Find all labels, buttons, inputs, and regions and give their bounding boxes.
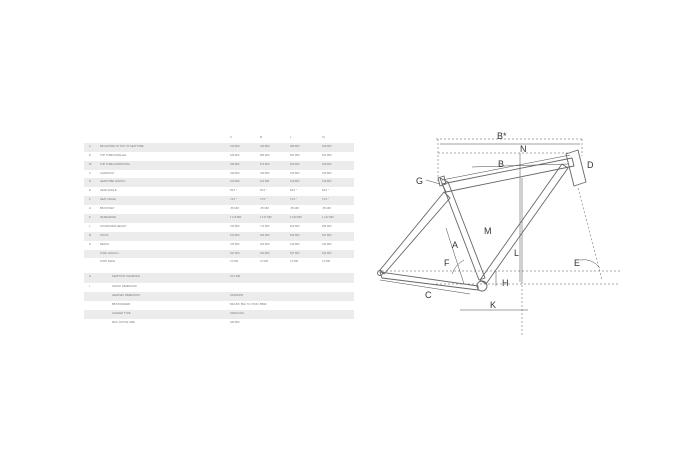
row-label: FORK RAKE bbox=[100, 260, 115, 264]
row-value: 582 MM bbox=[260, 153, 270, 157]
row-value: 412 MM bbox=[290, 242, 300, 246]
spec-label: MAX. ROTOR SIZE bbox=[112, 321, 135, 325]
label-b: B bbox=[498, 159, 505, 169]
row-code: E bbox=[89, 189, 91, 193]
table-row bbox=[84, 143, 354, 152]
row-value: 1 163 MM bbox=[290, 216, 302, 220]
table-header-row bbox=[84, 134, 354, 143]
row-value: 47 MM bbox=[230, 260, 238, 264]
spec-code: G bbox=[89, 275, 92, 279]
row-code: D bbox=[89, 180, 91, 184]
row-value: 47 MM bbox=[290, 260, 298, 264]
label-g: G bbox=[416, 176, 424, 186]
frame-geometry-diagram bbox=[360, 120, 620, 350]
table-row bbox=[84, 223, 354, 232]
size-header: XL bbox=[322, 136, 326, 139]
row-value: 520 MM bbox=[322, 144, 332, 148]
row-value: 130 MM bbox=[322, 180, 332, 184]
row-label: FORK LENGTH bbox=[100, 251, 119, 255]
row-label: STACK bbox=[100, 233, 109, 237]
spec-row bbox=[84, 283, 354, 292]
row-value: 621 MM bbox=[322, 153, 332, 157]
row-value: 410 MM bbox=[230, 144, 240, 148]
label-c: C bbox=[425, 290, 432, 300]
row-value: 402 MM bbox=[260, 242, 270, 246]
row-value: -55 MM bbox=[290, 207, 299, 211]
row-value: 430 MM bbox=[322, 171, 332, 175]
dimension-lines bbox=[380, 144, 580, 310]
row-label: BB CENTRE TO TOP OF SEATTUBE bbox=[100, 144, 144, 148]
row-value: 1 212 MM bbox=[322, 216, 334, 220]
spec-row bbox=[84, 292, 354, 301]
row-label: HEADTUBE LENGTH bbox=[100, 180, 126, 184]
row-value: 1 115 MM bbox=[230, 216, 242, 220]
table-row bbox=[84, 241, 354, 250]
row-code: B* bbox=[89, 162, 92, 166]
row-value: 69.5 ° bbox=[322, 189, 329, 193]
spec-label: SHOCK DIMENSION bbox=[112, 284, 137, 288]
label-a: A bbox=[452, 240, 459, 250]
label-m: M bbox=[484, 226, 492, 236]
spec-value: 31,6 MM bbox=[230, 275, 241, 279]
size-header: M bbox=[260, 136, 263, 139]
row-value: 430 MM bbox=[230, 171, 240, 175]
label-d: D bbox=[587, 160, 594, 170]
row-value: 624 MM bbox=[260, 233, 270, 237]
label-n: N bbox=[520, 144, 527, 154]
spec-value: SRAM UDH bbox=[230, 312, 244, 316]
row-value: 570 MM bbox=[260, 162, 270, 166]
table-row bbox=[84, 152, 354, 161]
row-value: 430 MM bbox=[290, 171, 300, 175]
row-value: 812 MM bbox=[290, 224, 300, 228]
label-l: L bbox=[514, 248, 520, 258]
row-code: N bbox=[89, 242, 91, 246]
row-value: 74.5 ° bbox=[260, 198, 267, 202]
row-value: 440 MM bbox=[260, 144, 270, 148]
row-value: 47 MM bbox=[322, 260, 330, 264]
row-value: 74.5 ° bbox=[290, 198, 297, 202]
row-value: -55 MM bbox=[322, 207, 331, 211]
row-code: L bbox=[89, 224, 91, 228]
arc-f bbox=[452, 260, 464, 274]
row-code: M bbox=[89, 233, 92, 237]
size-header: S bbox=[230, 136, 232, 139]
row-value: 1 137 MM bbox=[260, 216, 272, 220]
row-value: 597 MM bbox=[290, 153, 300, 157]
row-value: -55 MM bbox=[230, 207, 239, 211]
row-label: CHAINSTAY bbox=[100, 171, 115, 175]
row-value: 69.5 ° bbox=[260, 189, 267, 193]
dim-a bbox=[446, 228, 464, 284]
label-f: F bbox=[444, 258, 450, 268]
spec-row bbox=[84, 310, 354, 319]
row-label: HEAD ANGLE bbox=[100, 189, 117, 193]
spec-label: SEATPOST DIAMETER bbox=[112, 275, 140, 279]
row-label: WHEELBASE bbox=[100, 216, 117, 220]
size-header: L bbox=[290, 136, 292, 139]
row-value: 547 MM bbox=[230, 251, 240, 255]
row-code: H bbox=[89, 207, 91, 211]
row-value: 545 MM bbox=[230, 162, 240, 166]
row-value: 74.5 ° bbox=[230, 198, 237, 202]
spec-label: HANGER TYPE bbox=[112, 312, 131, 316]
row-value: 120 MM bbox=[290, 180, 300, 184]
table-row bbox=[84, 170, 354, 179]
row-code: B bbox=[89, 153, 91, 157]
row-value: 545 MM bbox=[230, 153, 240, 157]
label-h: H bbox=[502, 278, 509, 288]
row-value: 541 MM bbox=[322, 251, 332, 255]
row-value: 647 MM bbox=[322, 233, 332, 237]
row-code: A bbox=[89, 144, 91, 148]
spec-value: ZS44/ZS56 bbox=[230, 293, 244, 297]
label-k: K bbox=[490, 300, 497, 310]
row-value: 376 MM bbox=[230, 242, 240, 246]
row-label: TOP TUBE PARALLEL bbox=[100, 153, 127, 157]
row-label: STANDOVER HEIGHT bbox=[100, 224, 127, 228]
row-value: 430 MM bbox=[260, 171, 270, 175]
spec-row bbox=[84, 273, 354, 282]
row-value: 625 MM bbox=[322, 162, 332, 166]
row-code: K bbox=[89, 216, 91, 220]
row-value: 69.5 ° bbox=[230, 189, 237, 193]
table-row bbox=[84, 205, 354, 214]
row-value: 632 MM bbox=[290, 233, 300, 237]
chain-stay bbox=[380, 272, 478, 290]
row-value: 69.5 ° bbox=[290, 189, 297, 193]
seat-stay bbox=[380, 192, 450, 274]
row-code: C bbox=[89, 171, 91, 175]
row-value: 441 MM bbox=[322, 242, 332, 246]
spec-label: BB STANDARD bbox=[112, 302, 131, 306]
row-label: BB OFFSET bbox=[100, 207, 115, 211]
bike-frame bbox=[378, 150, 587, 291]
row-value: 74.5 ° bbox=[322, 198, 329, 202]
row-value: 547 MM bbox=[290, 251, 300, 255]
table-row bbox=[84, 232, 354, 241]
table-row bbox=[84, 250, 354, 259]
geometry-table bbox=[84, 134, 354, 328]
spec-row bbox=[84, 301, 354, 310]
arc-e bbox=[580, 260, 600, 268]
table-row bbox=[84, 196, 354, 205]
table-row bbox=[84, 214, 354, 223]
spec-value: 180 MM bbox=[230, 321, 240, 325]
spec-code: I bbox=[89, 284, 90, 288]
row-label: SEAT ANGLE bbox=[100, 198, 116, 202]
row-code: F bbox=[89, 198, 91, 202]
spec-label: HEADSET DIMENSION bbox=[112, 293, 140, 297]
row-value: 47 MM bbox=[260, 260, 268, 264]
dim-b bbox=[442, 155, 570, 180]
row-label: REACH bbox=[100, 242, 110, 246]
label-e: E bbox=[574, 258, 581, 268]
table-row bbox=[84, 161, 354, 170]
row-value: 480 MM bbox=[290, 144, 300, 148]
table-row bbox=[84, 187, 354, 196]
row-label: TOP TUBE HORIZONTAL bbox=[100, 162, 131, 166]
row-value: 110 MM bbox=[260, 180, 270, 184]
table-row bbox=[84, 258, 354, 267]
row-value: 834 MM bbox=[322, 224, 332, 228]
row-value: -55 MM bbox=[260, 207, 269, 211]
row-value: 760 MM bbox=[230, 224, 240, 228]
row-value: 100 MM bbox=[230, 180, 240, 184]
bottom-bracket bbox=[477, 281, 487, 291]
row-value: 771 MM bbox=[260, 224, 270, 228]
row-value: 610 MM bbox=[230, 233, 240, 237]
row-value: 543 MM bbox=[260, 251, 270, 255]
spec-value: BSA 68 / BSA 73 / PF30 / BB30 bbox=[230, 302, 267, 306]
spec-row bbox=[84, 319, 354, 328]
row-value: 600 MM bbox=[290, 162, 300, 166]
label-b-star: B* bbox=[497, 131, 507, 141]
table-row bbox=[84, 178, 354, 187]
